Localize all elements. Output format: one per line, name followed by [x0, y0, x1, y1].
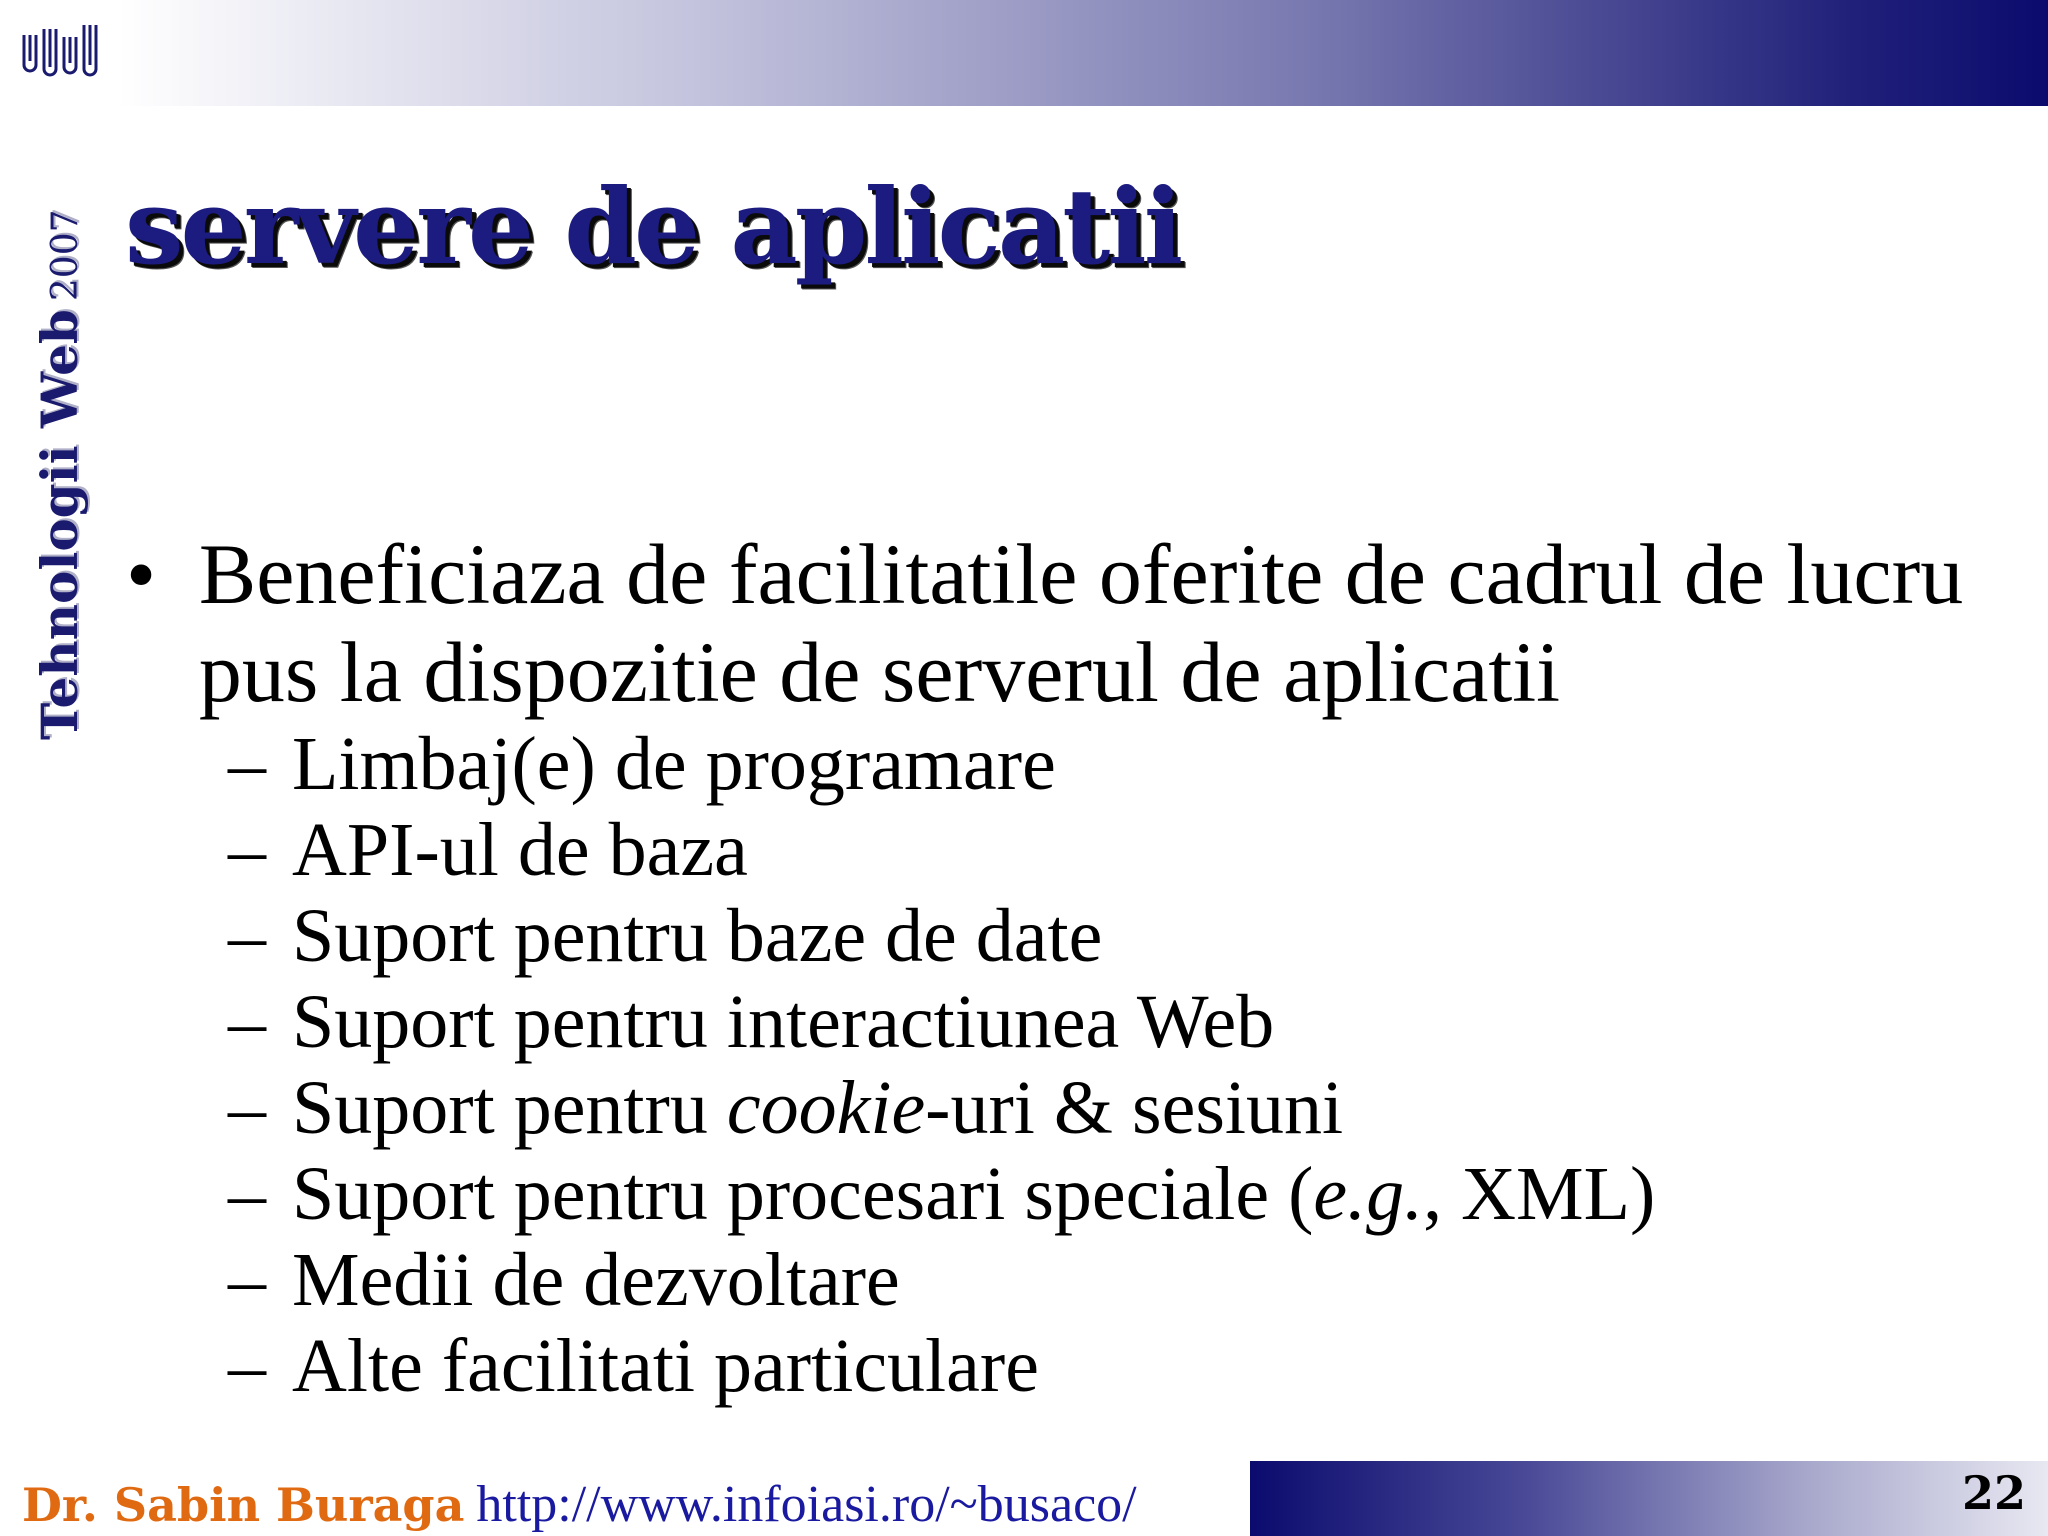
page-number: 22: [1961, 1466, 2026, 1520]
footer-credits: [22, 1475, 1137, 1534]
slide-title: servere de aplicatii: [125, 165, 1181, 288]
side-title-main: Tehnologii Web: [30, 309, 89, 740]
bullet-dot-icon: •: [126, 526, 157, 622]
list-item: – Suport pentru procesari speciale (e.g., XML): [228, 1152, 1656, 1236]
list-item: – Alte facilitati particulare: [228, 1324, 1039, 1408]
author-name: Dr. Sabin Buraga: [22, 1478, 465, 1532]
header-gradient-bar: [118, 0, 2048, 106]
list-item: – Suport pentru baze de date: [228, 894, 1103, 978]
list-item: – Limbaj(e) de programare: [228, 722, 1056, 806]
wireframe-logo-icon: [16, 10, 116, 100]
footer-gradient-bar: [1250, 1461, 2048, 1536]
list-item: – Suport pentru interactiunea Web: [228, 980, 1275, 1064]
side-title-year: 2007: [45, 209, 86, 302]
list-item: – Suport pentru cookie-uri & sesiuni: [228, 1066, 1344, 1150]
main-bullet-text: Beneficiaza de facilitatile oferite de cadrul de lucru pus la dispozitie de serverul de aplicatii: [198, 526, 1964, 720]
slide-content: [120, 525, 2020, 1409]
side-course-title: [30, 209, 89, 740]
main-bullet: [120, 525, 2020, 721]
sub-item-list: [120, 721, 2020, 1409]
list-item: – Medii de dezvoltare: [228, 1238, 900, 1322]
list-item: – API-ul de baza: [228, 808, 748, 892]
author-url-link[interactable]: http://www.infoiasi.ro/~busaco/: [476, 1476, 1137, 1533]
